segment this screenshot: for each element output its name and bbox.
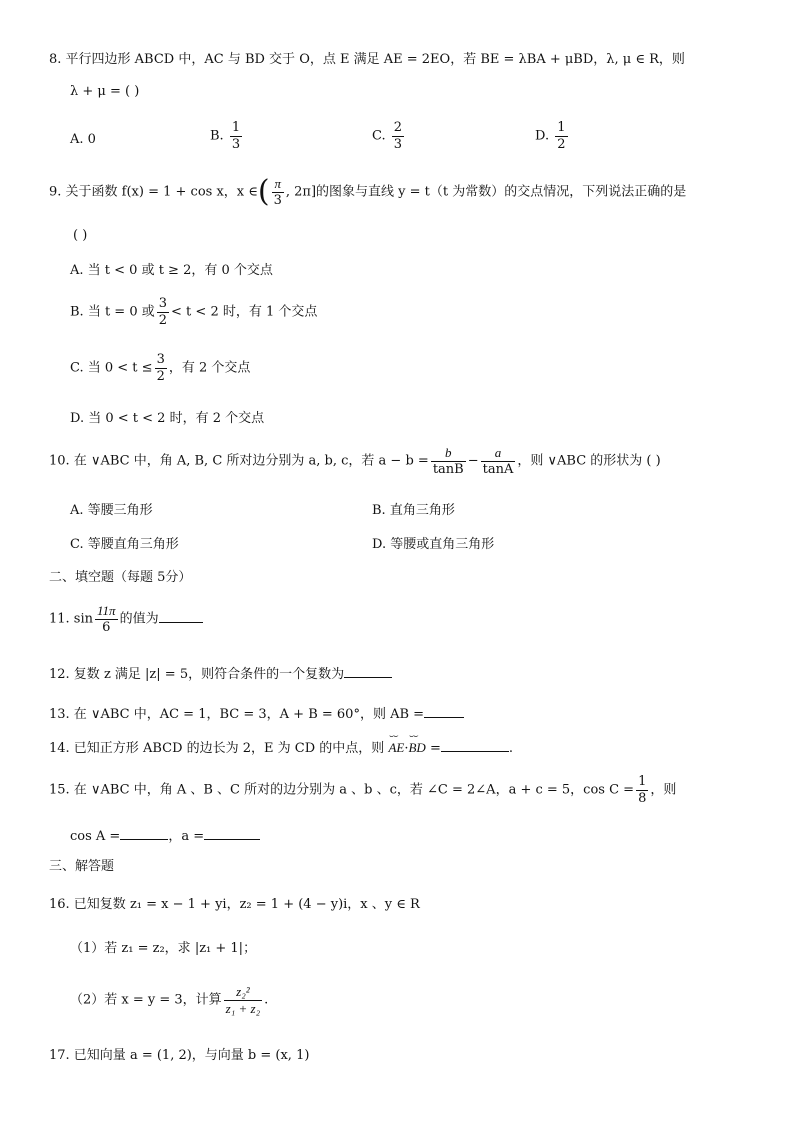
section-solution-heading: 三、解答题 <box>49 859 115 874</box>
q8-option-b: B. $\frac{1}{3}$ <box>210 120 241 152</box>
q9-option-c-fraction: $\frac{3}{2}$ <box>156 352 165 384</box>
q10-option-d: D. 等腰或直角三角形 <box>372 537 495 552</box>
q9-interval-fraction: $\frac{\pi}{3}$ <box>273 176 282 208</box>
q11-answer-blank[interactable] <box>159 610 203 623</box>
q9-option-c: C. 当 0 < t ≤ $\frac{3}{2}$ ，有 2 个交点 <box>70 352 251 384</box>
q16-part2: （2）若 x = y = 3，计算 $\frac{\text{z₂²}}{\text{z₁ + z₂}}$ . <box>70 984 269 1016</box>
q15-a-blank[interactable] <box>204 827 260 840</box>
q8-stem: 8. 平行四边形 ABCD 中，AC 与 BD 交于 O，点 E 满足 AE = 2EO，若 BE = λBA + μBD，λ, μ ∈ R，则 <box>49 52 685 67</box>
q12: 12. 复数 z 满足 |z| = 5，则符合条件的一个复数为 <box>49 665 392 683</box>
q15-stem: 15. 在 ∨ABC 中，角 A 、B 、C 所对的边分别为 a 、b 、c，若 ∠C = 2∠A，a + c = 5，cos C = $\frac{1}{8}$ ，则 <box>49 774 677 806</box>
q11: 11. sin $\frac{11\pi}{6}$ 的值为 <box>49 603 203 635</box>
q10-option-a: A. 等腰三角形 <box>70 503 153 518</box>
q17-stem: 17. 已知向量 a = (1, 2)，与向量 b = (x, 1) <box>49 1048 310 1063</box>
q8-option-c: C. $\frac{2}{3}$ <box>372 120 403 152</box>
q14: 14. 已知正方形 ABCD 的边长为 2，E 为 CD 的中点，则 ⌣⌣ AE·⌣⌣ BD = . <box>49 739 513 757</box>
q10-option-b: B. 直角三角形 <box>372 503 455 518</box>
q8-option-d: D. $\frac{1}{2}$ <box>535 120 566 152</box>
q12-answer-blank[interactable] <box>344 665 392 678</box>
q8-stem-cont: λ + μ = ( ) <box>70 84 140 99</box>
q15-fraction: $\frac{1}{8}$ <box>638 774 647 806</box>
vector-ae: ⌣⌣ AE <box>388 740 404 756</box>
q9-option-d: D. 当 0 < t < 2 时，有 2 个交点 <box>70 411 265 426</box>
q9-stem: 9. 关于函数 f(x) = 1 + cos x，x ∈( $\frac{\pi}{3}$ , 2π]的图象与直线 y = t（t 为常数）的交点情况，下列说法正确的是 <box>49 174 687 210</box>
q16-fraction: $\frac{\text{z₂²}}{\text{z₁ + z₂}}$ <box>225 984 261 1016</box>
q10-option-c: C. 等腰直角三角形 <box>70 537 179 552</box>
q10-fraction-1: $\frac{b}{\tan B}$ <box>432 445 464 477</box>
q9-option-b: B. 当 t = 0 或 $\frac{3}{2}$ < t < 2 时，有 1 个交点 <box>70 296 318 328</box>
vector-bd: ⌣⌣ BD <box>408 740 425 756</box>
q15-answers: cos A = ，a = <box>70 827 260 845</box>
q9-option-b-fraction: $\frac{3}{2}$ <box>158 296 168 328</box>
q16-part1: （1）若 z₁ = z₂，求 |z₁ + 1|； <box>70 941 257 956</box>
q13-answer-blank[interactable] <box>424 705 464 718</box>
q11-fraction: $\frac{11\pi}{6}$ <box>97 603 116 635</box>
q8-option-d-fraction: $\frac{1}{2}$ <box>557 120 566 152</box>
q8-option-c-fraction: $\frac{2}{3}$ <box>393 120 403 152</box>
q9-option-a: A. 当 t < 0 或 t ≥ 2，有 0 个交点 <box>70 263 273 278</box>
q10-stem: 10. 在 ∨ABC 中，角 A, B, C 所对边分别为 a, b, c，若 a − b = $\frac{b}{\tan B}$ − $\frac{a}{\tan A}$ ，则 ∨ABC 的形状为 ( ) <box>49 445 661 477</box>
section-fill-in-heading: 二、填空题（每题 5分） <box>49 570 192 585</box>
q8-option-b-fraction: $\frac{1}{3}$ <box>231 120 241 152</box>
q9-paren: ( ) <box>73 228 88 243</box>
q14-answer-blank[interactable] <box>441 739 509 752</box>
q13: 13. 在 ∨ABC 中，AC = 1，BC = 3，A + B = 60°，则 AB = <box>49 705 464 723</box>
q8-option-a: A. 0 <box>70 132 96 147</box>
q15-cosa-blank[interactable] <box>120 827 168 840</box>
q16-stem: 16. 已知复数 z₁ = x − 1 + yi，z₂ = 1 + (4 − y)i，x 、y ∈ R <box>49 897 420 912</box>
q10-fraction-2: $\frac{a}{\tan A}$ <box>482 445 514 477</box>
